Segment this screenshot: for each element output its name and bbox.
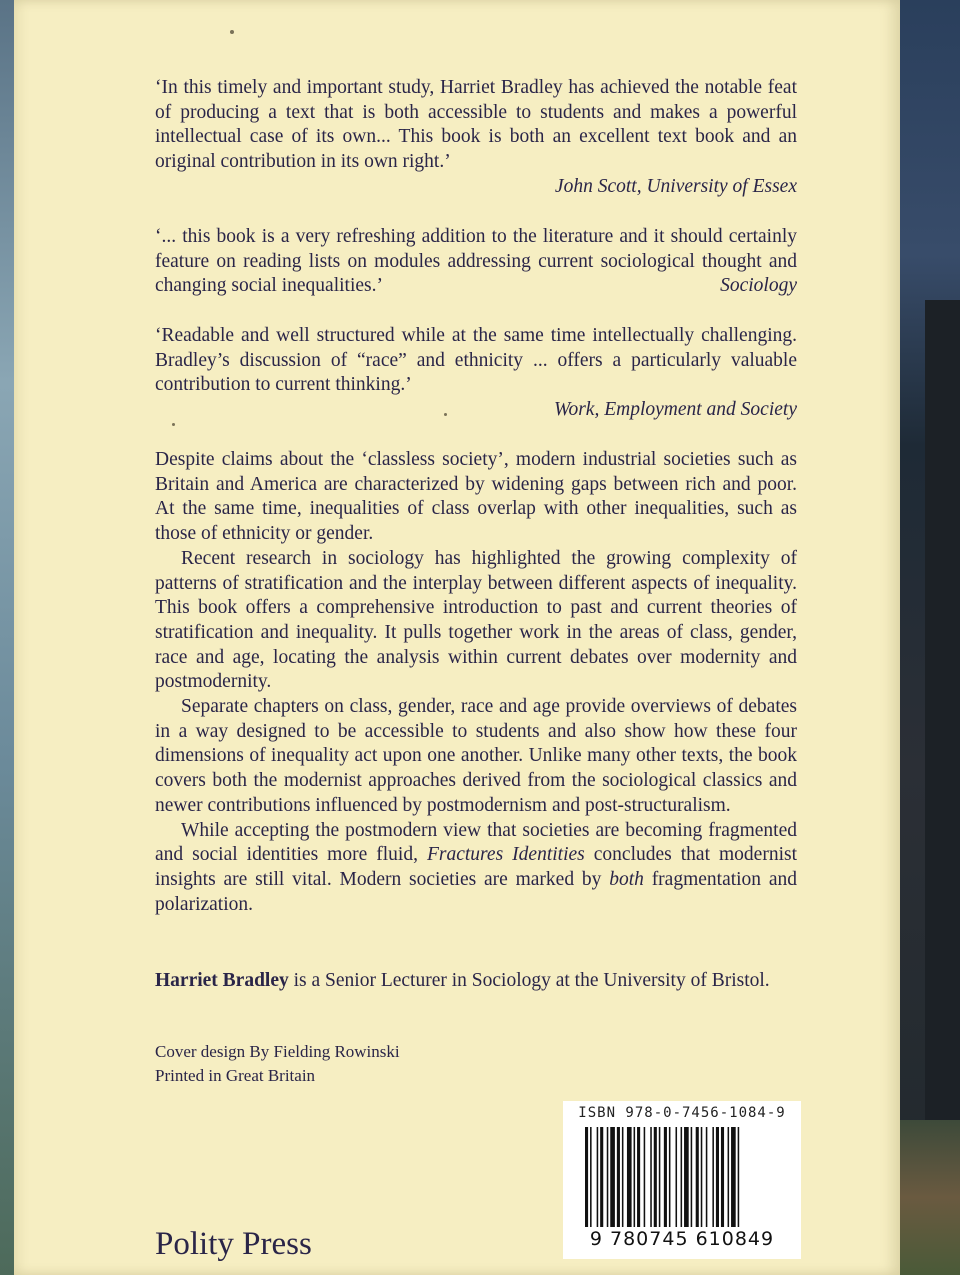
barcode-bar bbox=[681, 1127, 683, 1227]
barcode-bar bbox=[738, 1127, 740, 1227]
quote-text bbox=[155, 225, 797, 299]
barcode-bar bbox=[597, 1127, 599, 1227]
barcode-bar bbox=[716, 1127, 719, 1227]
emphasis-text: both bbox=[609, 868, 644, 890]
barcode-bar bbox=[644, 1127, 646, 1227]
description-text: concludes that modernist insights are still vital. Modern societies are marked by bbox=[155, 844, 797, 890]
description-paragraph-2: Recent research in sociology has highlighted the growing complexity of patterns of stratification and the interplay between different aspects of inequality. This book offers a comprehensive introduction to past and current theories of stratification and inequality. It pulls together work in the areas of class, gender, race and age, locating the analysis within current debates over modernity and postmodernity. bbox=[155, 547, 797, 693]
cover-design-credit: Cover design By Fielding Rowinski bbox=[155, 1042, 400, 1061]
barcode-bar bbox=[691, 1127, 693, 1227]
cover-speck bbox=[230, 30, 234, 34]
book-description bbox=[155, 448, 797, 917]
quote-attribution: John Scott, University of Essex bbox=[554, 175, 797, 197]
barcode-bar bbox=[607, 1127, 609, 1227]
barcode-bar bbox=[696, 1127, 699, 1227]
quote-attribution: Work, Employment and Society bbox=[554, 399, 797, 421]
description-paragraph-3: Separate chapters on class, gender, race and age provide overviews of debates in a way designed to be accessible to students and also show how these four dimensions of inequality act upon one another. Unlike many other texts, the book covers both the modernist approaches derived from the sociological classics and newer contributions influenced by postmodernism and post-structuralism. bbox=[155, 696, 797, 816]
barcode-bar bbox=[701, 1127, 703, 1227]
printed-in-credit: Printed in Great Britain bbox=[155, 1066, 316, 1085]
isbn-text: ISBN 978-0-7456-1084-9 bbox=[578, 1105, 786, 1121]
barcode-bar bbox=[637, 1127, 640, 1227]
barcode-bar bbox=[712, 1127, 714, 1227]
quote-text: ‘Readable and well structured while at the same time intellectually challenging. Bradley’s discussion of “race” and ethnicity ... offers a particularly valuable contribution to current thinking.’ bbox=[155, 325, 797, 396]
barcode-bar bbox=[650, 1127, 652, 1227]
cover-speck bbox=[172, 423, 175, 426]
book-title: Fractures Identities bbox=[426, 844, 585, 866]
author-bio-text bbox=[155, 969, 797, 994]
review-quote-3 bbox=[155, 324, 797, 423]
barcode-bar bbox=[634, 1127, 636, 1227]
barcode-bar bbox=[627, 1127, 632, 1227]
barcode-bar bbox=[721, 1127, 724, 1227]
barcode-bar bbox=[600, 1127, 603, 1227]
barcode-label bbox=[563, 1101, 801, 1259]
author-name: Harriet Bradley bbox=[155, 970, 289, 991]
description-text: fragmentation and polarization. bbox=[155, 868, 798, 915]
barcode-bar bbox=[654, 1127, 657, 1227]
credits bbox=[155, 1040, 400, 1088]
quote-body: ‘... this book is a very refreshing addition to the literature and it should certainly feature on reading lists on modules addressing current sociological thought and changing social inequalities.’ bbox=[155, 226, 797, 297]
review-quote-2 bbox=[155, 225, 797, 299]
barcode-bar bbox=[676, 1127, 678, 1227]
publisher-name: Polity Press bbox=[155, 1226, 312, 1262]
background-shadow bbox=[925, 300, 960, 1120]
barcode-bar bbox=[728, 1127, 730, 1227]
description-text: While accepting the postmodern view that societies are becoming fragmented and social identities more fluid, bbox=[155, 819, 797, 866]
barcode-bar bbox=[622, 1127, 624, 1227]
barcode-bar bbox=[610, 1127, 615, 1227]
description-paragraph-4 bbox=[155, 819, 797, 918]
quote-attribution: Sociology bbox=[720, 275, 797, 297]
quote-text: ‘In this timely and important study, Harriet Bradley has achieved the notable feat of producing a text that is both accessible to students and makes a powerful intellectual case of its own... This book is both an excellent text book and an original contribution in its own right.’ bbox=[155, 77, 797, 173]
barcode-bar bbox=[731, 1127, 736, 1227]
barcode-bars bbox=[585, 1127, 779, 1227]
description-paragraph-1: Despite claims about the ‘classless society’, modern industrial societies such as Britain and America are characterized by widening gaps between rich and poor. At the same time, inequalities of class overlap with other inequalities, such as those of ethnicity or gender. bbox=[155, 449, 797, 545]
barcode-bar bbox=[669, 1127, 671, 1227]
background-foliage bbox=[898, 1120, 960, 1275]
barcode-bar bbox=[684, 1127, 689, 1227]
barcode-bar bbox=[659, 1127, 661, 1227]
author-description: is a Senior Lecturer in Sociology at the University of Bristol. bbox=[293, 970, 770, 991]
barcode-bar bbox=[706, 1127, 708, 1227]
barcode-bar bbox=[590, 1127, 592, 1227]
barcode-digits: 9 780745 610849 bbox=[589, 1228, 775, 1250]
barcode-bar bbox=[617, 1127, 620, 1227]
barcode-bar bbox=[585, 1127, 588, 1227]
barcode-bar bbox=[664, 1127, 667, 1227]
review-quote-1 bbox=[155, 76, 797, 200]
author-bio bbox=[155, 969, 797, 994]
